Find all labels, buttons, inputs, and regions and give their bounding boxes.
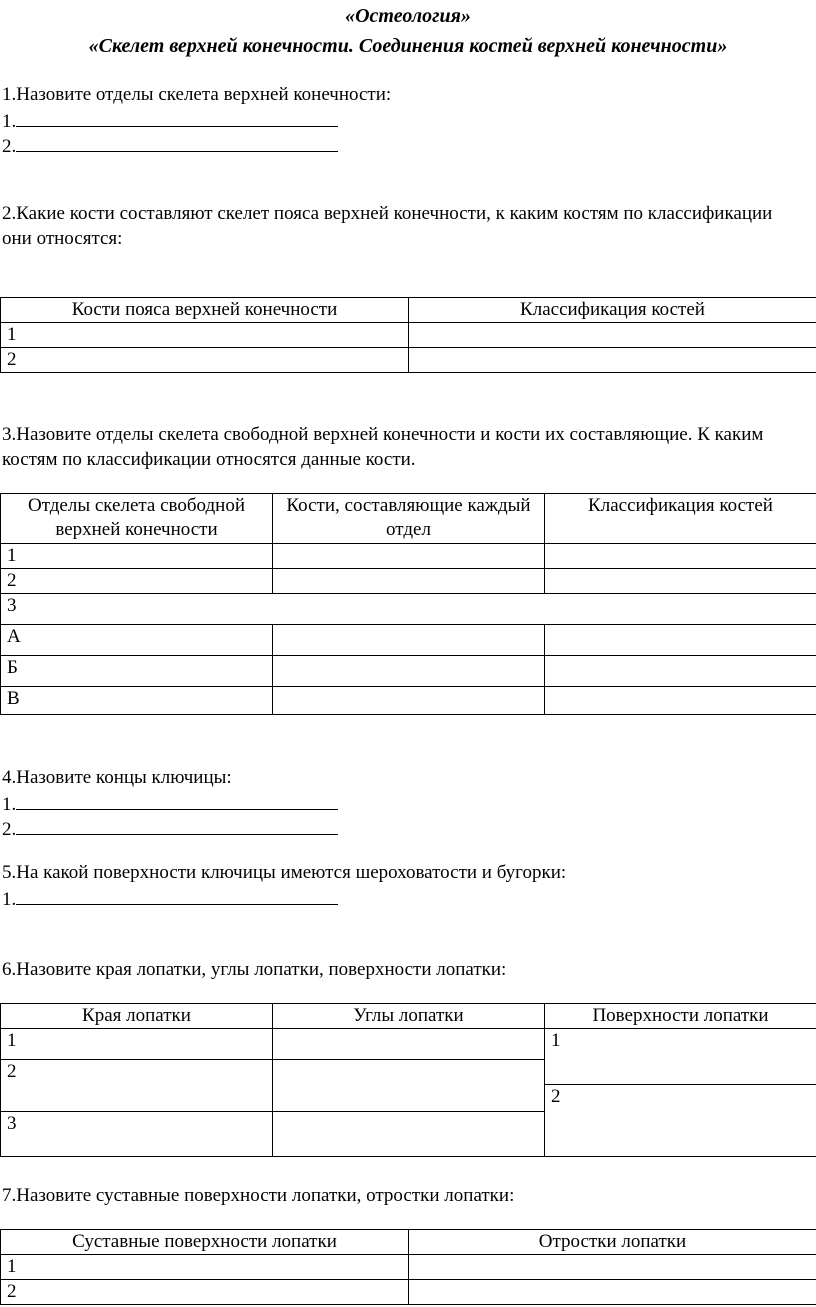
question-5-text: 5.На какой поверхности ключицы имеются шероховатости и бугорки: — [2, 862, 567, 883]
table-row — [1, 569, 816, 594]
table-row — [1, 1280, 816, 1305]
answer-number: 1. — [2, 889, 17, 910]
answer-number: 1. — [2, 111, 17, 132]
answer-cell[interactable] — [545, 569, 816, 594]
table-header: Классификация костей — [409, 298, 816, 323]
row-number: 1 — [1, 1255, 409, 1280]
answer-blank[interactable] — [16, 790, 338, 810]
worksheet-subtitle: «Скелет верхней конечности. Соединения костей верхней конечности» — [88, 35, 728, 57]
table-header: Суставные поверхности лопатки — [1, 1230, 409, 1255]
answer-cell[interactable] — [273, 569, 545, 594]
answer-cell[interactable] — [273, 656, 545, 687]
answer-cell[interactable] — [545, 625, 816, 656]
table-row — [1, 625, 816, 656]
row-letter: В — [1, 687, 273, 715]
table-header: Кости, составляющие каждый отдел — [273, 494, 545, 544]
answer-cell[interactable] — [409, 1255, 816, 1280]
row-number: 1 — [1, 544, 273, 569]
answer-cell[interactable] — [545, 656, 816, 687]
row-number: 2 — [1, 1280, 409, 1305]
girdle-bones-table — [0, 297, 816, 373]
question-3-text: 3.Назовите отделы скелета свободной верхней конечности и кости их составляющие. К каким костям по классификации относятся данные кости. — [2, 424, 764, 470]
table-header: Классификация костей — [545, 494, 816, 544]
row-number: 1 — [545, 1029, 816, 1085]
row-number: 1 — [1, 323, 409, 348]
table-row — [1, 594, 816, 625]
worksheet-title: «Остеология» — [345, 5, 471, 27]
answer-cell[interactable] — [273, 1029, 545, 1060]
question-6-text: 6.Назовите края лопатки, углы лопатки, поверхности лопатки: — [2, 959, 507, 980]
table-row — [1, 1029, 816, 1060]
table-header: Отделы скелета свободной верхней конечности — [1, 494, 273, 544]
question-7-text: 7.Назовите суставные поверхности лопатки, отростки лопатки: — [2, 1185, 515, 1206]
answer-cell[interactable] — [409, 348, 816, 373]
table-row — [1, 348, 816, 373]
answer-number: 2. — [2, 136, 17, 157]
scapula-processes-table — [0, 1229, 816, 1305]
answer-cell[interactable] — [409, 323, 816, 348]
answer-cell[interactable] — [273, 544, 545, 569]
table-header: Углы лопатки — [273, 1004, 545, 1029]
table-row — [1, 544, 816, 569]
table-row — [1, 323, 816, 348]
answer-line-1[interactable] — [2, 790, 338, 817]
row-letter: Б — [1, 656, 273, 687]
answer-cell[interactable] — [273, 1112, 545, 1157]
answer-blank[interactable] — [16, 107, 338, 127]
table-row — [1, 1255, 816, 1280]
answer-cell[interactable] — [273, 687, 545, 715]
answer-number: 1. — [2, 794, 17, 815]
table-row — [1, 687, 816, 715]
row-letter: А — [1, 625, 273, 656]
table-header: Кости пояса верхней конечности — [1, 298, 409, 323]
answer-line-1[interactable] — [2, 107, 338, 134]
free-limb-table — [0, 493, 816, 715]
answer-line-1[interactable] — [2, 885, 338, 912]
answer-cell[interactable] — [273, 625, 545, 656]
answer-cell[interactable] — [545, 544, 816, 569]
answer-number: 2. — [2, 819, 17, 840]
answer-blank[interactable] — [16, 815, 338, 835]
answer-cell[interactable] — [545, 687, 816, 715]
question-2-text: 2.Какие кости составляют скелет пояса верхней конечности, к каким костям по классификации они относятся: — [2, 203, 773, 249]
scapula-table — [0, 1003, 816, 1157]
table-header: Отростки лопатки — [409, 1230, 816, 1255]
answer-blank[interactable] — [16, 885, 338, 905]
row-number: 2 — [1, 1060, 273, 1112]
answer-cell[interactable] — [409, 1280, 816, 1305]
row-number: 1 — [1, 1029, 273, 1060]
answer-line-2[interactable] — [2, 132, 338, 159]
row-number: 2 — [1, 348, 409, 373]
answer-line-2[interactable] — [2, 815, 338, 842]
question-1-text: 1.Назовите отделы скелета верхней конечности: — [2, 84, 392, 105]
row-number: 3 — [1, 594, 816, 625]
row-number: 3 — [1, 1112, 273, 1157]
table-header: Края лопатки — [1, 1004, 273, 1029]
answer-blank[interactable] — [16, 132, 338, 152]
row-number: 2 — [545, 1085, 816, 1157]
row-number: 2 — [1, 569, 273, 594]
table-header: Поверхности лопатки — [545, 1004, 816, 1029]
table-row — [1, 656, 816, 687]
answer-cell[interactable] — [273, 1060, 545, 1112]
question-4-text: 4.Назовите концы ключицы: — [2, 767, 232, 788]
